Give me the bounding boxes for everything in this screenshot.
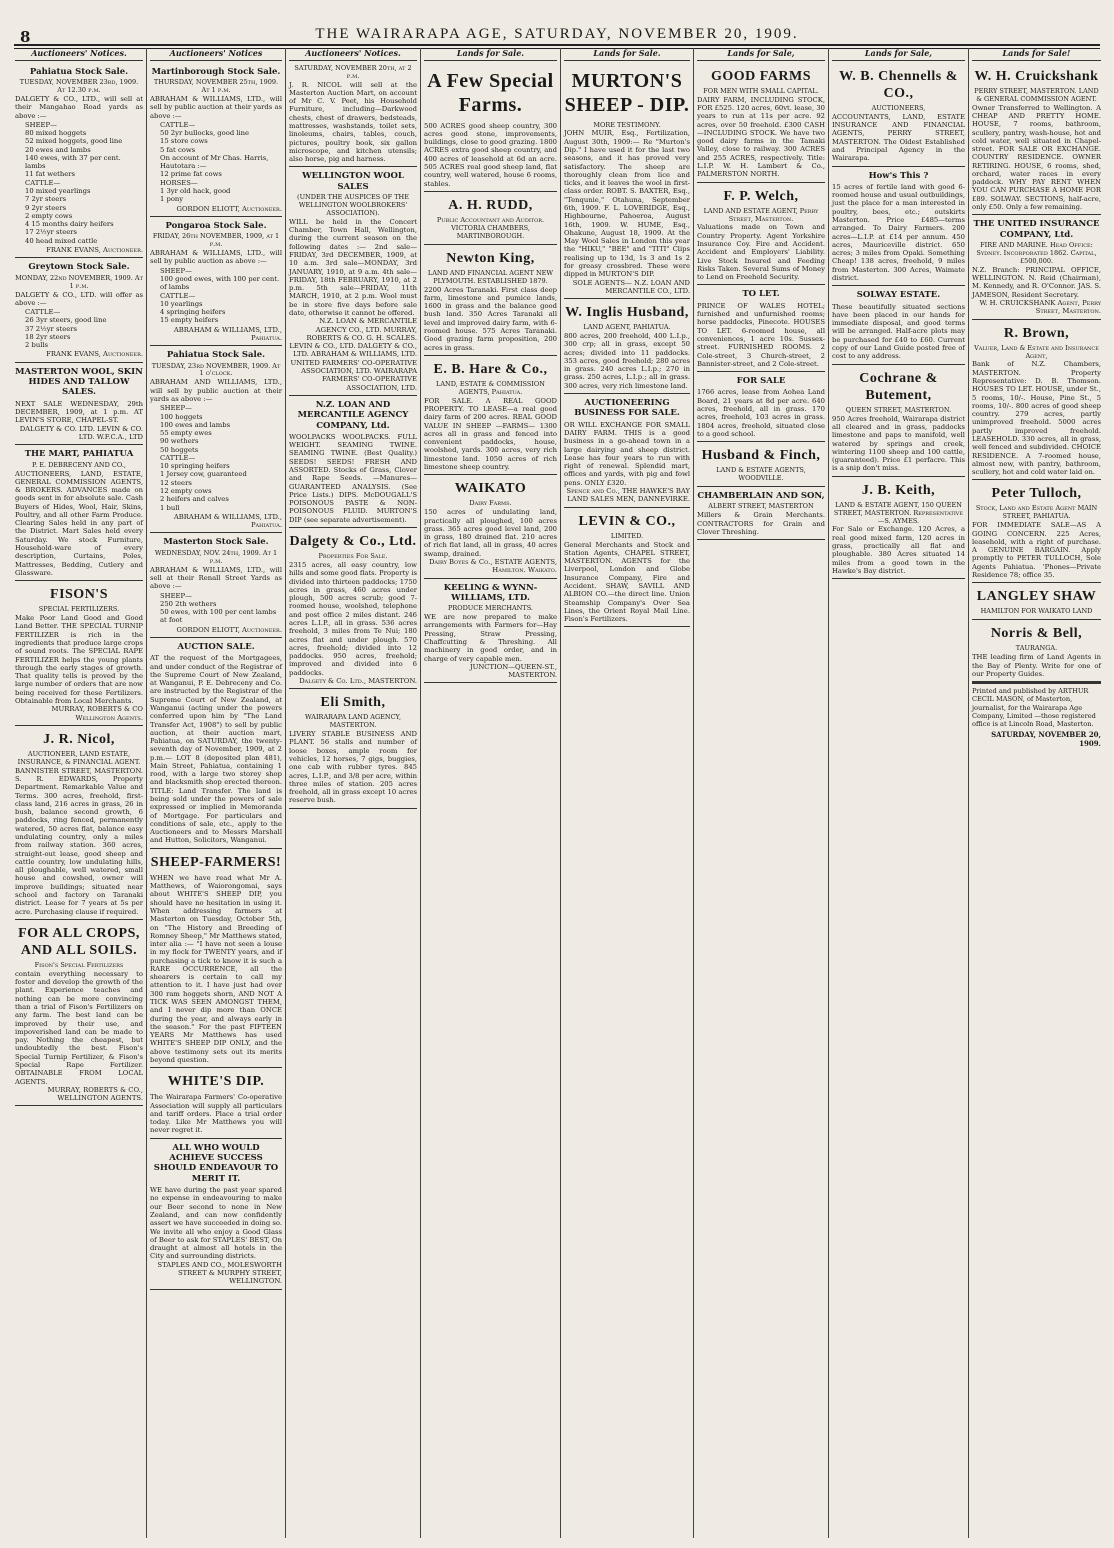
newspaper-title: THE WAIRARAPA AGE, SATURDAY, NOVEMBER 20, 1909. [315, 26, 799, 42]
ad-body: The Wairarapa Farmers' Co-operative Association will supply all particulars and tariff orders. Place a trial order today. Like Mr Matthews you will never regret it. [150, 1093, 282, 1135]
section-heading: Lands for Sale. [564, 48, 690, 61]
ad-body: ABRAHAM AND WILLIAMS, LTD., will sell by public auction at their yards as above :— [150, 378, 282, 403]
column-2 [147, 48, 285, 1540]
advertisement [697, 442, 825, 487]
section-heading: Lands for Sale! [972, 48, 1101, 61]
ad-body: Owner Transferred to Wellington. A CHEAP AND PRETTY HOME. HOUSE, 7 rooms, bathroom, scullery, pantry, wash-house, hot and cold water, well situated in Chapel-street. FOR SALE OR EXCHANGE. COUNTRY RESIDENCE. OWNER RETIRING. HOUSE, 6 rooms, shed, orchard, water races in every paddock. WHY PAY RENT WHEN YOU CAN PURCHASE A HOME FOR £89. SOLWAY. SECTIONS, half-acre, only £50. Only a few remaining. [972, 103, 1101, 212]
ad-subtitle: AUCTIONEERS, [871, 103, 926, 112]
ad-subtitle: QUEEN STREET, MASTERTON. [845, 405, 952, 414]
ad-title: J. R. Nicol, [43, 731, 115, 747]
ad-date: MONDAY, 22nd NOVEMBER, 1909. At 1 p.m. [15, 273, 143, 290]
ad-body: General Merchants and Stock and Station Agents, CHAPEL STREET, MASTERTON. AGENTS for the Liverpool, London and Globe Insurance Company, Fire and Accident. SHAW, SAVILL AND ALBION CO.—the direct line. Union Steamship Company's Over Sea Lines, the Orient Royal Mail Line. Fison's Fertilizers. [564, 540, 690, 624]
ad-signature: FRANK EVANS, Auctioneer. [46, 246, 143, 255]
ad-signature: MURRAY, ROBERTS & CO Wellington Agents. [51, 705, 143, 722]
ad-item: CATTLE— [160, 291, 196, 300]
ad-title: Pahiatua Stock Sale. [166, 350, 266, 361]
advertisement [424, 356, 557, 475]
ad-body: NEXT SALE WEDNESDAY, 29th DECEMBER, 1909, at 1 p.m. AT LEVIN'S STORE, CHAPEL-ST. [15, 399, 143, 425]
ad-body: FOR IMMEDIATE SALE—AS A GOING CONCERN. 225 Acres, leasehold, with a right of purchase. A GENUINE BARGAIN. Apply promptly to PETER TULLOCH, Sole Agents Pahiatua. 'Phones—Private Residence 78; office 35. [972, 521, 1101, 579]
ad-item: 2 empty cows [25, 211, 73, 220]
ad-body: BANNISTER STREET, MASTERTON. S. R. EDWARDS, Property Department. Remarkable Value and Terms. 300 acres, freehold, first-class land, 216 acres in grass, 26 in bush, balance second growth, 6 paddocks, ring fenced, permanently watered, 50 acres flat, balance easy undulating country, only a miles from railway station. 360 acres, straight-out lease, good sheep and cattle country, low undulating hills, all ploughable, well watered, small house and cowshed, owner will improve buildings; situated near school and factory on Taranaki district. Lease for 7 years at 5s per acre. Purchasing clause if required. [15, 766, 143, 916]
ad-title: LANGLEY SHAW [976, 589, 1097, 605]
ad-signature: JUNCTION—QUEEN-ST., MASTERTON. [469, 662, 557, 680]
advertisement [150, 217, 282, 346]
advertisement [289, 689, 417, 808]
ad-body: WOOLPACKS WOOLPACKS. FULL WEIGHT. SEAMING TWINE. SEAMING TWINE. (Best Quality.) SEEDS! SEEDS! FRESH AND ASSORTED. Stocks of Grass, Clover and Rape Seeds. —Manures— GUARANTEED ANALYSIS. (See Price Lists.) DIPS. McDOUGALL'S POISONOUS PASTE & NON-POISONOUS FLUID. MURTON'S DIP (see separate advertisement). [289, 432, 417, 524]
section-heading: Auctioneers' Notices. [289, 48, 417, 61]
advertisement [697, 487, 825, 540]
ad-body: DALGETY & CO., LTD., will sell at their Mangahao Road yards as above :— [15, 94, 143, 120]
ad-title: LEVIN & CO., [578, 513, 676, 529]
ad-item: SHEEP— [25, 120, 57, 129]
ad-item: 15 empty heifers [160, 316, 219, 325]
ad-title: MURTON'S SHEEP - DIP. [564, 69, 690, 117]
ad-item: 7 2yr steers [25, 195, 67, 204]
advertisement [289, 528, 417, 689]
ad-body: PRINCE OF WALES HOTEL; furnished and unfurnished rooms; horse paddocks, Pinecote. HOUSES TO LET. 6-roomed house, all conveniences, 1 acre 10s. Sussex-street. FURNISHED ROOMS. 2 Cole-street, 3 Church-street, 2 Bannister-street, and 2 Cole-street. [697, 301, 825, 368]
ad-item: 80 mixed hoggets [25, 129, 87, 138]
ad-body: Make Poor Land Good and Good Land Better. THE SPECIAL TURNIP FERTILIZER is rich in the ingredients that produce large crops of sound roots. The SPECIAL RAPE FERTILIZER helps the young plants through the early stages of growth. That quality tells is proved by the large number of orders that are now being received for these Fertilizers. Obtainable from Local Merchants. [15, 614, 143, 705]
ad-title: AUCTIONEERING BUSINESS FOR SALE. [574, 398, 680, 419]
ad-item: 11 fat wethers [25, 170, 75, 179]
advertisement [697, 63, 825, 183]
ad-title: Martinborough Stock Sale. [151, 66, 281, 77]
ad-title: R. Brown, [1003, 325, 1070, 341]
ad-signature: ABRAHAM & WILLIAMS, LTD., Pahiatua. [173, 325, 282, 342]
ad-item-list [160, 592, 282, 625]
ad-subtitle: LAND AND ESTATE AGENT, Perry Street, Masterton. [703, 206, 819, 223]
ad-signature: DALGETY & CO. LTD. LEVIN & CO. LTD. W.F.C.A., LTD [19, 424, 143, 441]
ad-item: 12 empty cows [160, 487, 212, 496]
ad-item: 10 yearlings [160, 299, 203, 308]
ad-title: Pongaroa Stock Sale. [165, 220, 267, 231]
ad-title: W. B. Chennells & CO., [839, 68, 958, 101]
ad-title: Masterton Stock Sale. [163, 537, 269, 548]
ad-title: J. B. Keith, [861, 482, 936, 498]
ad-signature: FRANK EVANS, Auctioneer. [46, 350, 143, 359]
ad-body: ABRAHAM & WILLIAMS, LTD., will sell by public auction at their yards as above :— [150, 94, 282, 120]
ad-body: contain everything necessary to foster and develop the growth of the plant. Experience teaches and nothing can be more convincing than a trial of Fison's Fertilizers on any farm. The best land can be improved by their use, and impoverished land can be made to pay. Nothing the cheapest, but undoubtedly the best. Fison's Special Turnip Fertilizer, & Fison's Special Rape Fertilizer. OBTAINABLE FROM LOCAL AGENTS. [15, 969, 143, 1086]
advertisement [150, 346, 282, 533]
ad-body: DALGETY & CO., LTD. will offer as above :— [15, 290, 143, 307]
advertisement [289, 167, 417, 395]
ad-title: FOR SALE [736, 376, 786, 387]
advertisement [697, 183, 825, 286]
column-1 [12, 48, 146, 1540]
advertisement [832, 365, 965, 477]
advertisement [564, 299, 690, 394]
ad-title: Pahiatua Stock Sale. [29, 66, 129, 77]
ad-title: Husband & Finch, [701, 448, 821, 464]
advertisement [564, 63, 690, 299]
ad-item: CATTLE— [160, 453, 196, 462]
ad-item: 52 mixed hoggets, good line [25, 137, 123, 146]
ad-body: These beautifully situated sections have been placed in our hands for immediate disposal, and good terms will be arranged. Half-acre plots may be purchased for £40 to £60. Current copy of our Land Guide posted free of cost to any address. [832, 302, 965, 361]
advertisement [289, 396, 417, 528]
ad-signature: Dalgety & Co. Ltd., MASTERTON. [299, 676, 417, 685]
ad-body: WE are now prepared to make arrangements with Farmers for—Hay Pressing, Straw Pressing, Chaffcutting & Threshing. All machinery in good order, and in charge of very capable men. [424, 613, 557, 663]
ad-title: THE UNITED INSURANCE COMPANY, Ltd. [973, 219, 1100, 240]
ad-item-list [160, 121, 282, 204]
ad-subtitle: Stock, Land and Estate Agent MAIN STREET, PAHIATUA. [975, 504, 1098, 521]
page-number: 8 [20, 28, 31, 46]
ad-subtitle: LAND & ESTATE AGENT, 150 QUEEN STREET, MASTERTON. Representative—S. AYMES. [833, 500, 964, 525]
ad-subtitle: LAND & ESTATE AGENTS, WOODVILLE. [716, 466, 806, 483]
ad-item: 55 empty ewes [160, 429, 212, 438]
ad-item-list [25, 308, 143, 349]
ad-body: FOR SALE. A REAL GOOD PROPERTY. TO LEASE—a real good dairy farm of 200 acres. REAL GOOD VALUE IN SHEEP —FARMS— 1300 acres all in grass and fenced into convenient paddocks, house, woolshed, yards. 300 acres, very rich limestone land. 1050 acres of rich limestone sheep country. [424, 396, 557, 471]
ad-subtitle: Dairy Farms. [469, 499, 512, 508]
ad-subtitle: Valuer, Land & Estate and Insurance Agent, [974, 343, 1099, 360]
ad-item: 50 ewes, with 100 per cent lambs at foot [160, 608, 277, 625]
advertisement [150, 638, 282, 849]
ad-title: W. H. Cruickshank [974, 68, 1099, 84]
advertisement [150, 1139, 282, 1290]
ad-subtitle: (UNDER THE AUSPICES OF THE WELLINGTON WOOLBROKERS' ASSOCIATION). [297, 193, 409, 217]
advertisement [150, 63, 282, 217]
ad-item: 140 ewes, with 37 per cent. lambs [25, 153, 121, 171]
ad-item: 9 2yr steers [25, 203, 67, 212]
ad-item: CATTLE— [25, 308, 61, 317]
advertisement [972, 620, 1101, 682]
ad-body: JOHN MUIR, Esq., Fertilization, August 30th, 1909:— Re "Murton's Dip." I have used it for the last two seasons, and it has proved very satisfactory. The sheep are thoroughly clean from lice and ticks, and it leaves the wool in first-class order. ROBT. S. BAXTER, Esq., "Tenqunie," Otahuna, September 6th, 1909. F. L. LOVERIDGE, Esq., Highbourne, Pahoeroa, August 16th, 1909. W. HUME, Esq., Ohakune, August 18, 1909. At the May Wool Sales in London this year the "HIKU," "BEE" and "TITI" Clips realising up to 13d, 1s 3 and 1s 2 for greasy crossbred. These were dipped in MURTON'S DIP. [564, 129, 690, 279]
ad-title: TO LET. [742, 289, 780, 300]
ad-title: THE MART, PAHIATUA [24, 449, 134, 460]
imprint-date: SATURDAY, NOVEMBER 20, 1909. [991, 730, 1101, 748]
ad-item: 1 bull [160, 503, 180, 512]
ad-item: SHEEP— [160, 591, 192, 600]
ad-title: N.Z. LOAN AND MERCANTILE AGENCY COMPANY, Ltd. [297, 399, 409, 431]
ad-title: KEELING & WYNN-WILLIAMS, LTD. [443, 582, 538, 603]
ad-title: WAIKATO [454, 481, 527, 497]
advertisement [832, 286, 965, 364]
ad-item: HORSES— [160, 178, 198, 187]
ad-subtitle: MORE TESTIMONY. [593, 120, 661, 129]
ad-item: 1 3yr old hack, good [160, 187, 231, 196]
advertisement [150, 849, 282, 1069]
ad-item: 1 Jersey cow, guaranteed [160, 470, 247, 479]
ad-item: 50 2yr bullocks, good line [160, 129, 250, 138]
ad-item: 10 mixed yearlings [25, 187, 91, 196]
ad-body: 500 ACRES good sheep country, 300 acres good stone, improvements, buildings, close to good grazing. 1800 ACRES extra good sheep country, and 400 acres of leasehold at 6d an acre. 505 ACRES real good sheep land, flat country, well watered, house 6 rooms, stables. [424, 121, 557, 188]
ad-date: WEDNESDAY, NOV. 24th, 1909. At 1 p.m. [154, 548, 278, 565]
advertisement [424, 245, 557, 356]
ad-body: ABRAHAM & WILLIAMS, LTD., will sell by public auction as above :— [150, 249, 282, 266]
ad-signature: ABRAHAM & WILLIAMS, LTD., Pahiatua. [173, 512, 282, 530]
advertisement [15, 726, 143, 920]
advertisement [15, 363, 143, 445]
ad-subtitle: FOR MEN WITH SMALL CAPITAL. [703, 86, 819, 95]
section-heading: Lands for Sale. [424, 48, 557, 61]
ad-item: 37 2½yr steers [25, 324, 77, 333]
advertisement [150, 533, 282, 637]
ad-title: SOLWAY ESTATE. [856, 290, 941, 301]
ad-title: W. Inglis Husband, [565, 305, 689, 321]
ad-title: Eli Smith, [320, 695, 386, 711]
advertisement [972, 480, 1101, 583]
ad-subtitle: PRODUCE MERCHANTS. [447, 604, 533, 613]
ad-item: 10 springing heifers [160, 462, 230, 471]
ad-item-list [160, 267, 282, 325]
ad-signature: MURRAY, ROBERTS & CO., WELLINGTON AGENTS. [47, 1085, 143, 1103]
ad-title: Norris & Bell, [990, 626, 1083, 642]
advertisement [697, 372, 825, 442]
ad-title: Peter Tulloch, [991, 486, 1082, 502]
ad-signature: GORDON ELIOTT, Auctioneer. [176, 204, 282, 213]
ad-subtitle: Properties For Sale. [318, 552, 388, 561]
ad-date: TUESDAY, NOVEMBER 23rd, 1909. At 12.30 p.m. [19, 78, 139, 95]
ad-body: J. R. NICOL will sell at the Masterton Auction Mart, on account of Mr C. V. Peet, his Household Furniture, including—Darkwood chests, chest of drawers, bedsteads, mattresses, washstands, toilet sets, linoleums, chairs, tables, couch, pictures, poultry book, six gallon microscope, and kitchen utensils; also horse, pig and harness. [289, 80, 417, 164]
ad-title: Greytown Stock Sale. [28, 262, 130, 273]
advertisement [832, 167, 965, 287]
advertisement [15, 581, 143, 726]
ad-item: 90 wethers [160, 437, 199, 446]
ad-body: For Sale or Exchange. 120 Acres, a real good mixed farm, 120 acres in grass, practically all flat and ploughable. 380 Acres situated 14 miles from a good town in the Hawke's Bay district. [832, 525, 965, 575]
ad-body: LIVERY STABLE BUSINESS AND PLANT. 56 stalls and number of loose boxes, ample room for vehicles, 12 horses, 7 gigs, buggies, one cab with rubber tyres. 845 acres, L.I.P., and 3/8 per acre, within three miles of station. 205 acres freehold, all in grass except 10 acres reserve bush. [289, 730, 417, 805]
advertisement [832, 477, 965, 580]
ad-body: N.Z. Branch: PRINCIPAL OFFICE, WELLINGTON. N. Reid (Chairman), M. Kennedy, and R. O'Connor. JAS. S. JAMESON, Resident Secretary. [972, 265, 1101, 299]
ad-signature: STAPLES AND CO., MOLESWORTH STREET & MURPHY STREET, WELLINGTON. [157, 1260, 282, 1286]
advertisement [972, 320, 1101, 481]
ad-item: 4 15 months dairy heifers [25, 220, 114, 229]
ad-item-list [25, 121, 143, 245]
ad-item: CATTLE— [25, 178, 61, 187]
ad-title: F. P. Welch, [723, 188, 799, 204]
ad-title: ALL WHO WOULD ACHIEVE SUCCESS SHOULD ENDEAVOUR TO MERIT IT. [153, 1142, 279, 1184]
section-heading: Lands for Sale, [832, 48, 965, 61]
ad-body: AUCTIONEERS, LAND, ESTATE, GENERAL COMMISSION AGENTS, & BROKERS. ADVANCES made on goods sent in for absolute sale. Cash Buyers of Hides, Wool, Hair, Skins, Poultry, and all other Farm Produce. Clearing Sales held in any part of the District. Mart Sales held every Saturday. We stock Furniture, Household-ware of every description, Curtains, Poles, Mattresses, Bedding, Cutlery and Glassware. [15, 469, 143, 577]
ad-title: CHAMBERLAIN AND SON, [697, 491, 825, 502]
ad-body: DAIRY FARM, INCLUDING STOCK, FOR £525. 120 acres, 60vt. lease, 30 years to run at 11s per acre. 92 acres, over 50 freehold. £300 CASH—INCLUDING STOCK. We have two good dairy farms in the Tamaki Valley, close to railway. 300 ACRES and 255 ACRES, respectively. Title: L.I.P. W. H. Lambert & Co., PALMERSTON NORTH. [697, 95, 825, 179]
ad-title: WHITE'S DIP. [167, 1074, 265, 1090]
ad-title: Newton King, [446, 250, 535, 266]
ad-subtitle: WAIRARAPA LAND AGENCY, MASTERTON. [304, 713, 402, 730]
ad-item: 15 store cows [160, 137, 208, 146]
ad-subtitle: P. E. DEBRECENY AND CO., [32, 460, 126, 469]
column-4 [421, 48, 560, 1540]
ad-subtitle: LIMITED. [610, 531, 644, 540]
ad-body: 2315 acres, all easy country, low hills and some good flats. Property is divided into thirteen paddocks; 1750 acres in grass, 460 acres under plough, 500 acres scrub; good 7-roomed house, woolshed, telephone and post office 2 miles distant. 246 acres L.I.P., all in grass. 536 acres freehold, 3 miles from Te Nui; 180 acres flat and under plough. 570 acres, freehold; divided into 12 paddocks. 950 acres, freehold; improved and divided into 6 paddocks. [289, 560, 417, 677]
ad-item: 12 prime fat cows [160, 170, 222, 179]
ad-signature: SOLE AGENTS— N.Z. LOAN AND MERCANTILE CO., LTD. [572, 278, 690, 295]
advertisement [15, 63, 143, 259]
ad-date: THURSDAY, NOVEMBER 25th, 1909. At 1 p.m. [153, 78, 279, 95]
section-heading: Auctioneers' Notices [150, 48, 282, 61]
section-heading: Lands for Sale, [697, 48, 825, 61]
advertisement [972, 215, 1101, 319]
ad-subtitle: HAMILTON FOR WAIKATO LAND [980, 607, 1093, 616]
ad-item: 4 springing heifers [160, 308, 226, 317]
imprint: Printed and published by ARTHUR CECIL MASON, of Masterton, journalist, for the Wairarapa Age Company, Limited —those registered office is at Lincoln Road, Masterton. [972, 682, 1101, 731]
column-5 [561, 48, 693, 1540]
ad-title: How's This ? [868, 170, 929, 181]
ad-subtitle: Fison's Special Fertilizers [34, 960, 124, 969]
advertisement [289, 63, 417, 168]
ad-body: 2200 Acres Taranaki. First class deep farm, limestone and pumice lands, 1600 in grass and the balance good bush land. 350 Acres Taranaki all level and improved dairy farm, with 6-roomed house. 575 Acres Taranaki. Good grazing farm proposition, 200 acres in grass. [424, 285, 557, 352]
ad-body: ABRAHAM & WILLIAMS, LTD., will sell at their Renall Street Yards as above :— [150, 565, 282, 591]
ad-subtitle: LAND AND FINANCIAL AGENT NEW PLYMOUTH. ESTABLISHED 1879. [427, 268, 554, 285]
column-3 [286, 48, 420, 1540]
ad-item: 17 2½yr steers [25, 228, 77, 237]
ad-title: Dalgety & Co., Ltd. [289, 533, 417, 549]
ad-item: 2 bulls [25, 341, 49, 350]
advertisement [972, 63, 1101, 216]
ad-subtitle: TAURANGA. [1015, 644, 1058, 653]
advertisement [832, 63, 965, 167]
ad-body: WHEN we have read what Mr A. Matthews, of Waiorongomai, says about WHITE'S SHEEP DIP, you should have no hesitation in using it. When addressing farmers at Masterton on Tuesday, October 5th, on "The History and Breeding of Romney Sheep," Mr Matthews stated, inter alia :— "I have not seen a louse in my flock for TWENTY years, and if purchasing a tick to know it is such a RARE OCCURRENCE, all the shearers is certain to call my attention to it. I have just had over 300 ram hoggets shorn, AND NOT A TICK WAS SEEN AMONGST THEM, and I never dip more than ONCE during the year, and always early in the season." For the past FIFTEEN YEARS Mr Matthews has used WHITE'S SHEEP DIP ONLY, and the above testimony sets out its merits beyond question. [150, 873, 282, 1064]
ad-signature: Spence and Co., THE HAWKE'S BAY LAND SALES MEN, DANNEVIRKE. [566, 487, 690, 504]
ad-item: On account of Mr Chas. Harris, Hautotara :— [160, 153, 269, 171]
ad-date: SATURDAY, NOVEMBER 20th, at 2 p.m. [294, 63, 412, 80]
ad-title: Cochrane & Butement, [859, 370, 938, 403]
ad-item: 100 hoggets [160, 412, 203, 421]
ad-signature: W. H. CRUICKSHANK Agent, Perry Street, Masterton. [979, 298, 1101, 316]
ad-body: OR WILL EXCHANGE FOR SMALL DAIRY FARM. THIS is a good business in a go-ahead town in a large dairying and sheep district. Lease has four years to run with right of renewal. Splendid mart, offices and yards, with pig and fowl pens. ONLY £320. [564, 420, 690, 487]
ad-subtitle: AUCTIONEER, LAND ESTATE, INSURANCE, & FINANCIAL AGENT. [17, 749, 141, 766]
ad-item: 40 head mixed cattle [25, 236, 98, 245]
ad-title: FISON'S [50, 587, 108, 603]
ad-title: AUCTION SALE. [177, 641, 255, 652]
advertisement [564, 394, 690, 508]
column-8 [969, 48, 1104, 1540]
ad-subtitle: FIRE AND MARINE. Head Office: Sydney. Incorporated 1862. Capital, £500,000. [976, 241, 1097, 265]
ad-date: TUESDAY, 23rd NOVEMBER, 1909. At 1 o'clock. [151, 361, 281, 378]
ad-title: E. B. Hare & Co., [433, 361, 548, 377]
advertisement [15, 920, 143, 1107]
ad-body: WILL be held in the Concert Chamber, Town Hall, Wellington, during the current season on the following dates :— 2nd sale—FRIDAY, 3rd DECEMBER, 1909, at 10 a.m. 3rd sale—MONDAY, 3rd JANUARY, 1910, at 9 a.m. 4th sale—FRIDAY, 18th FEBRUARY, 1910, at 2 p.m. 5th sale—FRIDAY, 11th MARCH, 1910, at 2 p.m. Wool must be in store five days before sale date, otherwise it cannot be offered. [289, 217, 417, 317]
column-6 [694, 48, 828, 1540]
advertisement [15, 445, 143, 581]
ad-title: A Few Special Farms. [427, 69, 554, 117]
ad-item: CATTLE— [160, 120, 196, 129]
ad-item: 5 fat cows [160, 145, 196, 154]
ad-date: FRIDAY, 26th NOVEMBER, 1909, at 1 p.m. [152, 232, 280, 249]
ad-item: 100 good ewes, with 100 per cent. of lambs [160, 274, 280, 292]
ad-subtitle: LAND, ESTATE & COMMISSION AGENTS, Pahiatua. [436, 379, 545, 396]
ad-subtitle: Public Accountant and Auditor. VICTORIA CHAMBERS, MARTINBOROUGH. [436, 215, 545, 240]
masthead [0, 0, 1114, 44]
ad-subtitle: LAND AGENT, PAHIATUA. [583, 323, 671, 332]
ad-body: Bank of N.Z. Chambers, MASTERTON. Property Representative: D. B. Thomson. HOUSES TO LET. HOUSE, under St., 5 rooms, 10/-. House, Pine St., 5 rooms, 10/-. 800 acres of good sheep country. 279 acres, partly unimproved freehold. 5000 acres partly improved freehold. LEASEHOLD. 330 acres, all in grass, well fenced and subdivided. CHOICE RESIDENCE. A 7-roomed house, almost new, with pantry, bathroom, scullery, hot and cold water laid on. [972, 360, 1101, 477]
ad-item: 1 pony [160, 195, 184, 204]
ad-title: SHEEP-FARMERS! [150, 854, 282, 870]
ad-subtitle: SPECIAL FERTILIZERS. [38, 605, 120, 614]
ad-item: 2 heifers and calves [160, 495, 229, 504]
advertisement [972, 583, 1101, 620]
ad-signature: GORDON ELIOTT, Auctioneer. [176, 625, 282, 634]
ad-signature: N.Z. LOAN & MERCANTILE AGENCY CO., LTD. MURRAY, ROBERTS & CO. G. H. SCALES. LEVIN & CO., LTD. DALGETY & CO., LTD. ABRAHAM & WILLIAMS, LTD. UNITED FARMERS' CO-OPERATIVE ASSOCIATION, LTD. WAIRARAPA FARMERS' CO-OPERATIVE ASSOCIATION, LTD. [289, 317, 417, 392]
ad-body: Valuations made on Town and Country Property. Agent Yorkshire Insurance Coy. Fire and Accident. Accident and Employers' Liability. Live Stock Insured and Feeding Risks Taken. Several Sums of Money to Lend on Freehold Security. [697, 223, 825, 282]
advertisement [424, 63, 557, 192]
ad-subtitle: PERRY STREET, MASTERTON. LAND & GENERAL COMMISSION AGENT. [974, 86, 1099, 103]
ad-title: MASTERTON WOOL, SKIN HIDES AND TALLOW SALES. [15, 366, 143, 398]
ad-body: ACCOUNTANTS, LAND, ESTATE INSURANCE AND FINANCIAL AGENTS, PERRY STREET, MASTERTON. The Oldest Established and Principal Agency in the Wairarapa. [832, 112, 965, 163]
advertisement [424, 475, 557, 578]
ad-signature: Dairy Boyes & Co., ESTATE AGENTS, Hamilton. Waikato. [428, 557, 557, 575]
ad-item: 50 hoggets [160, 445, 199, 454]
ad-body: AT the request of the Mortgagees, and under conduct of the Registrar of the Supreme Court of New Zealand, at Wanganui, P. E. Debreceny and Co. are instructed by the Registrar of the Supreme Court of New Zealand, at Wanganui (acting under the powers conferred upon him by "The Land Transfer Act, 1908") to sell by public auction, at their auction mart, Pahiatua, on SATURDAY, the twenty-seventh day of November, 1909, at 2 p.m.— LOT 8 (deposited plan 481), Main Street, Pahiatua, containing 1 rood, with a large two storey shop and blacksmith shop erected thereon. TITLE: Land Transfer. The land is being sold under the powers of sale expressed or implied in Memoranda of Mortgage. For particulars and conditions of sale, etc., apply to the Auctioneers and to Messrs Marshall and Hutton, Solicitors, Wanganui. [150, 654, 282, 845]
ad-body: Millers & Grain Merchants. CONTRACTORS for Grain and Clover Threshing. [697, 511, 825, 536]
advertisement [424, 192, 557, 245]
ad-body: THE leading firm of Land Agents in the Bay of Plenty. Write for one of our Property Guides. [972, 653, 1101, 678]
ad-title: FOR ALL CROPS, AND ALL SOILS. [18, 925, 140, 958]
ad-item: SHEEP— [160, 404, 192, 413]
ad-body: WE have during the past year spared no expense in endeavouring to make our Beer second to none in New Zealand, and can now confidently assert we have succeeded in doing so. We invite all who enjoy a Good Glass of Beer to ask for STAPLES' BEST, On draught at almost all hotels in the City and surrounding districts. [150, 1186, 282, 1261]
ad-item: 12 steers [160, 478, 192, 487]
ad-item-list [160, 404, 282, 512]
ad-item: 26 3yr steers, good line [25, 316, 107, 325]
ad-subtitle: ALBERT STREET, MASTERTON [708, 502, 814, 511]
ad-item: 18 2yr steers [25, 332, 71, 341]
ad-body: 150 acres of undulating land, practically all ploughed, 100 acres grass. 365 acres good level land, 200 in grass, 180 drained flat. 210 acres of rich flat land, all in grass, 40 acres swamp, drained. [424, 508, 557, 558]
advertisement [15, 258, 143, 362]
ad-item: SHEEP— [160, 266, 192, 275]
ad-body: 1766 acres, lease from Aohea Land Board, 21 years at 8d per acre. 640 acres, freehold, all in grass. 170 acres, freehold, 103 acres in grass. 1804 acres, freehold, situated close to a good school. [697, 388, 825, 438]
ad-title: WELLINGTON WOOL SALES [302, 171, 404, 192]
ad-item: 100 ewes and lambs [160, 420, 231, 429]
advertisement [564, 508, 690, 628]
column-7 [829, 48, 968, 1540]
ad-body: 950 Acres freehold, Wairarapa district all cleared and in grass, paddocks limestone and paps to manifold, well watered by springs and creek, wintering 1100 sheep and 100 cattle, (guaranteed). Price £1 perfacre. This is a snip don't miss. [832, 414, 965, 473]
advertisement [424, 579, 557, 684]
ad-title: A. H. RUDD, [448, 197, 533, 213]
ad-item: 250 2th wethers [160, 599, 217, 608]
ad-item: 20 ewes and lambs [25, 145, 91, 154]
advertisement [150, 1068, 282, 1138]
ad-title: GOOD FARMS [710, 68, 811, 84]
advertisement [697, 285, 825, 372]
ad-body: 15 acres of fertile land with good 6-roomed house and usual outbuildings, just the place for a man interested in poultry, bees, etc.; outskirts Masterton. Price £485—terms arranged. To Dairy Farmers. 200 acres—L.I.P. at £14 per annum. 450 acres, Mauriceville district. 650 acres; 3 miles from Opaki. Something Cheap! 138 acres, freehold, 9 miles from Masterton. 300 Acres, Waimate district. [832, 182, 965, 282]
ad-body: 800 acres, 200 freehold, 400 L.I.p., 300 crp; all in grass, except 50 acres; divided into 11 paddocks. 353 acres, good freehold; 280 acres in grass. 240 acres L.I.p.; 270 in grass. 250 acres, L.I.p.; all in grass. 300 acres, very rich limestone land. [564, 332, 690, 390]
section-heading: Auctioneers' Notices. [15, 48, 143, 61]
